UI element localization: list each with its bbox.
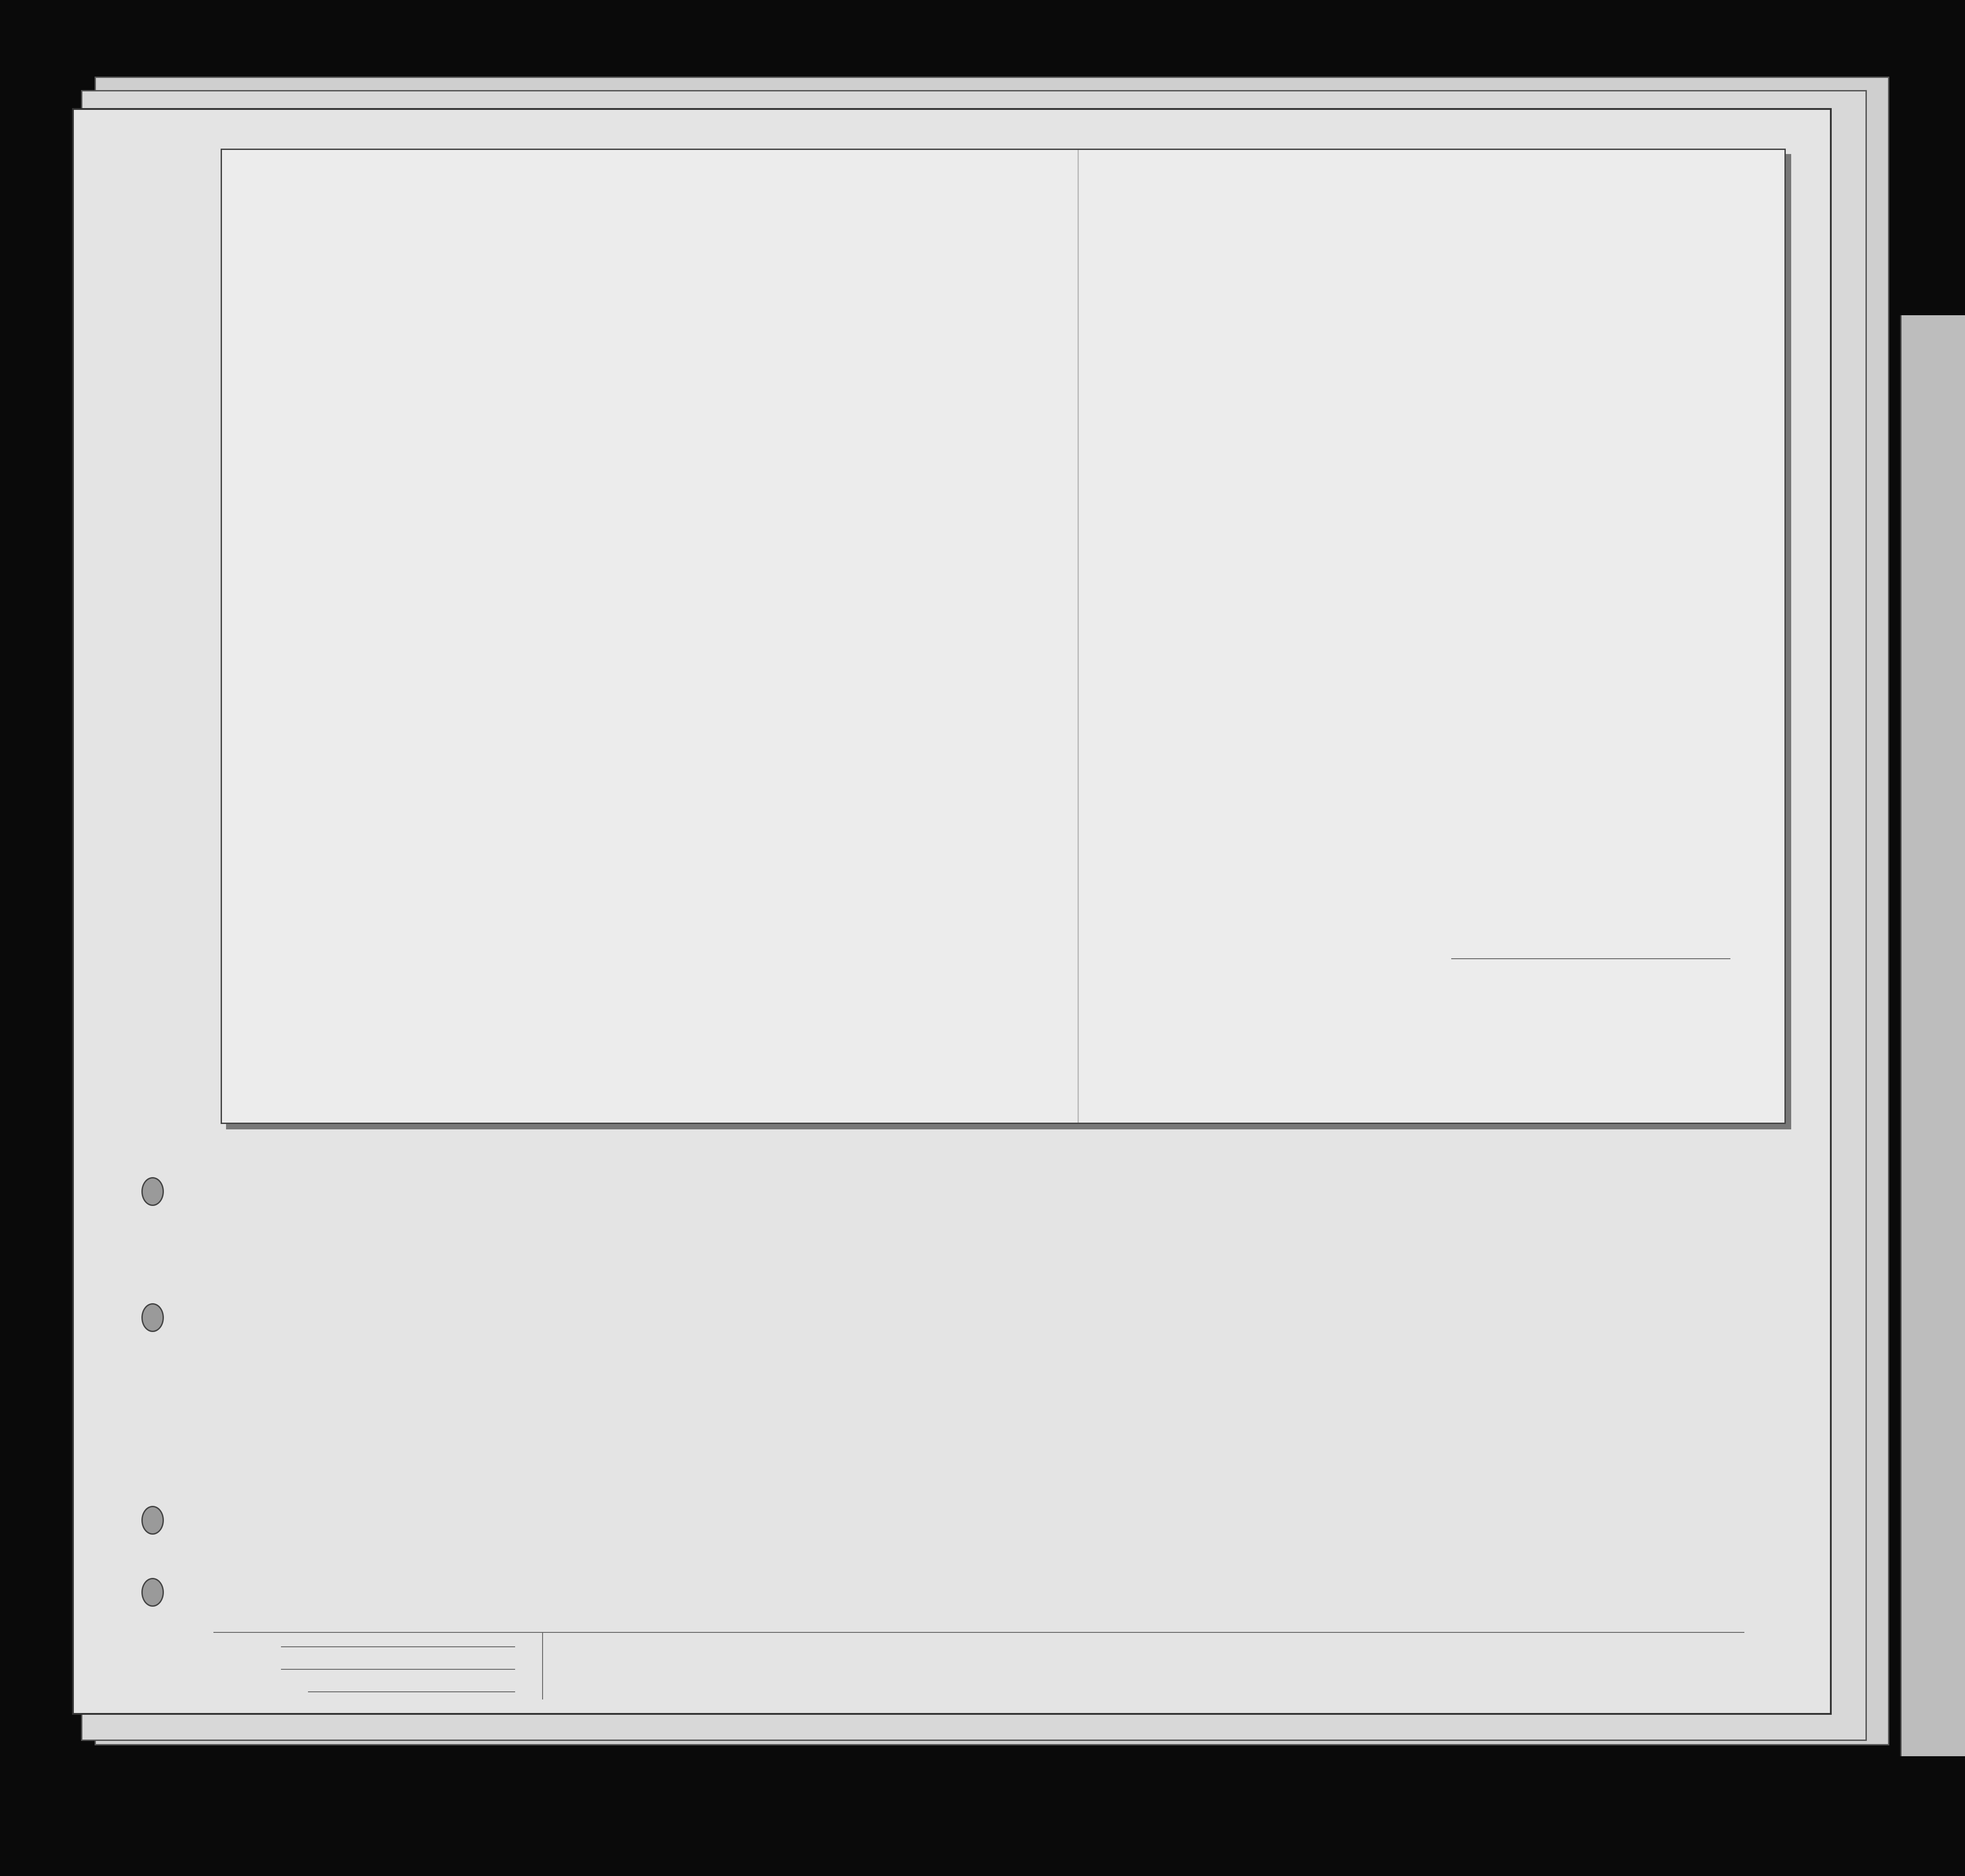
line-underline — [281, 1646, 515, 1647]
crew-report-sheet — [221, 149, 1786, 1124]
footer-vertical — [542, 1632, 543, 1699]
punch-hole — [141, 1177, 164, 1206]
page-fold — [1078, 150, 1079, 1123]
right-edge-paper — [1900, 315, 1965, 1756]
punch-hole — [141, 1303, 164, 1332]
footer-divider — [213, 1632, 1744, 1633]
agents-underline — [308, 1691, 515, 1692]
punch-hole — [141, 1506, 164, 1535]
signature-line — [1451, 958, 1730, 959]
punch-hole — [141, 1578, 164, 1607]
owners-underline — [281, 1669, 515, 1670]
